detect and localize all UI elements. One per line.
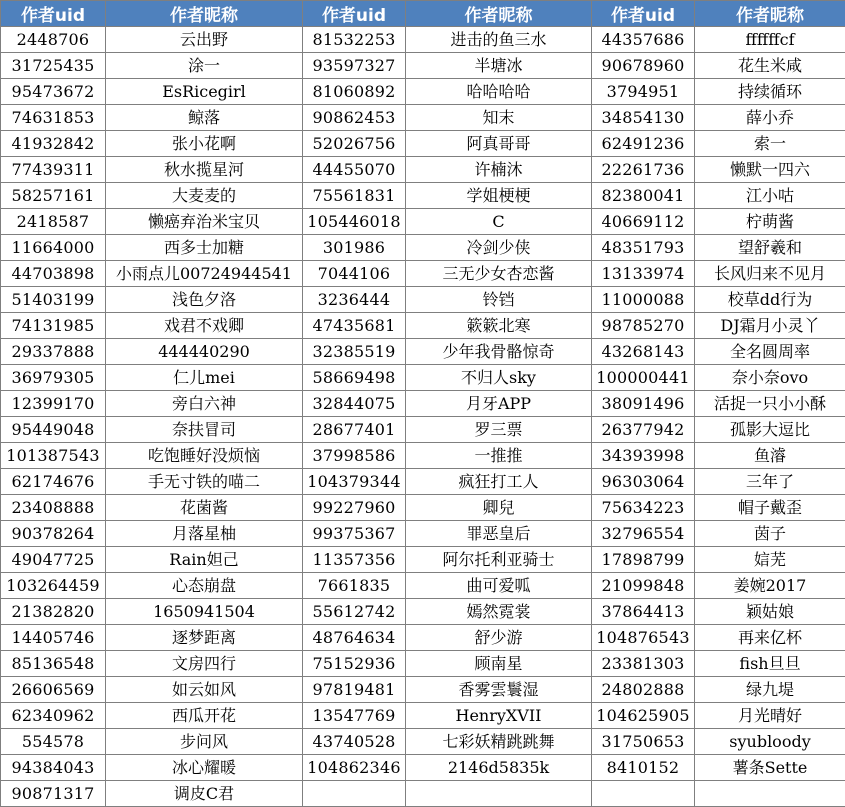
author-uid-cell: 36979305	[1, 365, 106, 391]
author-nickname-cell: 文房四行	[106, 651, 303, 677]
author-uid-cell: 58257161	[1, 183, 106, 209]
author-uid-cell: 104876543	[592, 625, 695, 651]
author-uid-cell: 29337888	[1, 339, 106, 365]
author-uid-cell: 90678960	[592, 53, 695, 79]
author-uid-cell: 77439311	[1, 157, 106, 183]
table-row	[1, 79, 845, 105]
author-nickname-cell: 长风归来不见月	[695, 261, 845, 287]
author-uid-cell: 81532253	[303, 27, 406, 53]
author-uid-cell: 34393998	[592, 443, 695, 469]
author-uid-cell: 75152936	[303, 651, 406, 677]
table-row	[1, 131, 845, 157]
author-uid-cell: 48351793	[592, 235, 695, 261]
table-row	[1, 469, 845, 495]
author-nickname-cell: HenryXVII	[406, 703, 592, 729]
author-nickname-cell: C	[406, 209, 592, 235]
header-author-nickname: 作者昵称	[695, 1, 845, 27]
table-row	[1, 677, 845, 703]
author-uid-cell: 31750653	[592, 729, 695, 755]
table-row	[1, 365, 845, 391]
author-nickname-cell: 444440290	[106, 339, 303, 365]
author-nickname-cell: 月落星柚	[106, 521, 303, 547]
table-body	[1, 27, 845, 807]
author-nickname-cell: 手无寸铁的喵二	[106, 469, 303, 495]
author-nickname-cell: 望舒羲和	[695, 235, 845, 261]
author-uid-cell: 81060892	[303, 79, 406, 105]
author-nickname-cell: 疯狂打工人	[406, 469, 592, 495]
author-nickname-cell: 如云如风	[106, 677, 303, 703]
author-nickname-cell: 知末	[406, 105, 592, 131]
author-nickname-cell: 三年了	[695, 469, 845, 495]
table-row	[1, 417, 845, 443]
author-nickname-cell: 西瓜开花	[106, 703, 303, 729]
author-nickname-cell: 秋水揽星河	[106, 157, 303, 183]
author-uid-cell: 23408888	[1, 495, 106, 521]
author-uid-cell: 93597327	[303, 53, 406, 79]
table-row	[1, 235, 845, 261]
author-nickname-cell: 大麦麦的	[106, 183, 303, 209]
author-nickname-cell: 索一	[695, 131, 845, 157]
author-nickname-cell: 卿兒	[406, 495, 592, 521]
header-author-uid: 作者uid	[303, 1, 406, 27]
author-nickname-cell: 半塘冰	[406, 53, 592, 79]
author-uid-cell: 41932842	[1, 131, 106, 157]
table-row	[1, 339, 845, 365]
author-uid-cell: 26606569	[1, 677, 106, 703]
author-nickname-cell: 阿真哥哥	[406, 131, 592, 157]
author-nickname-cell: 奈扶冒司	[106, 417, 303, 443]
author-nickname-cell: 1650941504	[106, 599, 303, 625]
author-nickname-cell: 花菌酱	[106, 495, 303, 521]
author-nickname-cell: 进击的鱼三水	[406, 27, 592, 53]
author-nickname-cell: 茵子	[695, 521, 845, 547]
author-nickname-cell: 姜婉2017	[695, 573, 845, 599]
author-uid-cell: 90862453	[303, 105, 406, 131]
author-uid-cell: 44357686	[592, 27, 695, 53]
author-nickname-cell: 仁儿mei	[106, 365, 303, 391]
author-nickname-cell: 少年我骨骼惊奇	[406, 339, 592, 365]
author-nickname-cell: 学姐梗梗	[406, 183, 592, 209]
author-uid-cell: 554578	[1, 729, 106, 755]
author-uid-cell: 62174676	[1, 469, 106, 495]
author-nickname-cell: 阿尔托利亚骑士	[406, 547, 592, 573]
author-nickname-cell: 簌簌北寒	[406, 313, 592, 339]
author-uid-cell: 52026756	[303, 131, 406, 157]
author-uid-cell: 21382820	[1, 599, 106, 625]
author-nickname-cell	[406, 781, 592, 807]
author-uid-cell: 7044106	[303, 261, 406, 287]
author-uid-cell: 40669112	[592, 209, 695, 235]
table-row	[1, 261, 845, 287]
author-nickname-cell: ffffffcf	[695, 27, 845, 53]
author-nickname-cell: 曲可爱呱	[406, 573, 592, 599]
author-nickname-cell: 戏君不戏卿	[106, 313, 303, 339]
author-uid-cell: 37998586	[303, 443, 406, 469]
author-nickname-cell: 奈小奈ovo	[695, 365, 845, 391]
author-uid-cell: 105446018	[303, 209, 406, 235]
author-nickname-cell: 冰心耀暖	[106, 755, 303, 781]
header-author-nickname: 作者昵称	[106, 1, 303, 27]
author-nickname-cell: 全名圆周率	[695, 339, 845, 365]
table-row	[1, 209, 845, 235]
author-nickname-cell: 江小咕	[695, 183, 845, 209]
author-uid-cell: 51403199	[1, 287, 106, 313]
author-uid-cell: 104862346	[303, 755, 406, 781]
author-uid-cell: 94384043	[1, 755, 106, 781]
author-uid-cell: 12399170	[1, 391, 106, 417]
author-uid-cell: 62491236	[592, 131, 695, 157]
author-uid-cell: 104625905	[592, 703, 695, 729]
author-nickname-cell: 罪恶皇后	[406, 521, 592, 547]
author-uid-cell	[592, 781, 695, 807]
author-nickname-cell: 娮芜	[695, 547, 845, 573]
author-uid-cell: 85136548	[1, 651, 106, 677]
author-uid-cell: 49047725	[1, 547, 106, 573]
author-nickname-cell: 七彩妖精跳跳舞	[406, 729, 592, 755]
author-nickname-cell: 一推推	[406, 443, 592, 469]
table-row	[1, 781, 845, 807]
author-uid-cell: 44455070	[303, 157, 406, 183]
author-uid-cell: 11664000	[1, 235, 106, 261]
author-uid-cell: 99227960	[303, 495, 406, 521]
author-uid-cell: 13547769	[303, 703, 406, 729]
author-nickname-cell: EsRicegirl	[106, 79, 303, 105]
author-uid-cell: 90871317	[1, 781, 106, 807]
author-nickname-cell: 持续循环	[695, 79, 845, 105]
table-row	[1, 703, 845, 729]
author-nickname-cell: 西多士加糖	[106, 235, 303, 261]
table-row	[1, 313, 845, 339]
author-nickname-cell: 懒癌弃治米宝贝	[106, 209, 303, 235]
author-nickname-cell: 薯条Sette	[695, 755, 845, 781]
author-nickname-cell: 香雾雲鬟湿	[406, 677, 592, 703]
author-nickname-cell: 薛小乔	[695, 105, 845, 131]
table-row	[1, 729, 845, 755]
author-nickname-cell	[695, 781, 845, 807]
author-uid-cell: 96303064	[592, 469, 695, 495]
author-nickname-cell: 再来亿杯	[695, 625, 845, 651]
author-nickname-cell: 活捉一只小小酥	[695, 391, 845, 417]
author-nickname-cell: 云出野	[106, 27, 303, 53]
author-uid-cell: 11000088	[592, 287, 695, 313]
author-nickname-cell: 三无少女杏恋酱	[406, 261, 592, 287]
author-uid-cell: 44703898	[1, 261, 106, 287]
author-uid-cell: 14405746	[1, 625, 106, 651]
author-uid-cell: 103264459	[1, 573, 106, 599]
author-nickname-cell: fish旦旦	[695, 651, 845, 677]
table-row	[1, 547, 845, 573]
header-row	[1, 1, 845, 27]
author-uid-cell: 47435681	[303, 313, 406, 339]
table-row	[1, 157, 845, 183]
table-row	[1, 599, 845, 625]
author-uid-cell: 38091496	[592, 391, 695, 417]
author-nickname-cell: 鲸落	[106, 105, 303, 131]
table-row	[1, 443, 845, 469]
author-uid-cell: 32844075	[303, 391, 406, 417]
author-uid-cell: 3794951	[592, 79, 695, 105]
author-uid-cell	[303, 781, 406, 807]
table-row	[1, 105, 845, 131]
author-uid-cell: 31725435	[1, 53, 106, 79]
author-uid-cell: 98785270	[592, 313, 695, 339]
author-uid-cell: 58669498	[303, 365, 406, 391]
table-row	[1, 625, 845, 651]
author-nickname-cell: 嫣然霓裳	[406, 599, 592, 625]
author-nickname-cell: 校草dd行为	[695, 287, 845, 313]
table-row	[1, 391, 845, 417]
author-uid-cell: 2418587	[1, 209, 106, 235]
author-nickname-cell: syubloody	[695, 729, 845, 755]
table-row	[1, 183, 845, 209]
table-row	[1, 521, 845, 547]
author-nickname-cell: 哈哈哈哈	[406, 79, 592, 105]
header-author-nickname: 作者昵称	[406, 1, 592, 27]
author-nickname-cell: 帽子戴歪	[695, 495, 845, 521]
table-row	[1, 495, 845, 521]
author-nickname-cell: 月光晴好	[695, 703, 845, 729]
author-nickname-cell: 心态崩盘	[106, 573, 303, 599]
author-uid-cell: 37864413	[592, 599, 695, 625]
author-uid-cell: 32385519	[303, 339, 406, 365]
author-nickname-cell: 懒默一四六	[695, 157, 845, 183]
author-uid-cell: 8410152	[592, 755, 695, 781]
author-uid-cell: 32796554	[592, 521, 695, 547]
author-nickname-cell: 吃饱睡好没烦恼	[106, 443, 303, 469]
author-nickname-cell: 罗三票	[406, 417, 592, 443]
author-uid-cell: 23381303	[592, 651, 695, 677]
author-nickname-cell: 鱼濬	[695, 443, 845, 469]
author-uid-cell: 62340962	[1, 703, 106, 729]
author-uid-cell: 2448706	[1, 27, 106, 53]
table-row	[1, 651, 845, 677]
author-nickname-cell: 绿九堤	[695, 677, 845, 703]
author-uid-cell: 90378264	[1, 521, 106, 547]
table-row	[1, 53, 845, 79]
author-uid-cell: 97819481	[303, 677, 406, 703]
author-nickname-cell: 涂一	[106, 53, 303, 79]
author-nickname-cell: 浅色夕洛	[106, 287, 303, 313]
author-uid-cell: 34854130	[592, 105, 695, 131]
author-nickname-cell: 不归人sky	[406, 365, 592, 391]
author-uid-cell: 13133974	[592, 261, 695, 287]
author-uid-cell: 95449048	[1, 417, 106, 443]
author-uid-cell: 17898799	[592, 547, 695, 573]
author-uid-cell: 7661835	[303, 573, 406, 599]
author-uid-cell: 104379344	[303, 469, 406, 495]
author-uid-cell: 28677401	[303, 417, 406, 443]
author-nickname-cell: 顾南星	[406, 651, 592, 677]
author-uid-cell: 22261736	[592, 157, 695, 183]
author-nickname-cell: 铃铛	[406, 287, 592, 313]
author-nickname-cell: 颖姑娘	[695, 599, 845, 625]
author-nickname-cell: 舒少游	[406, 625, 592, 651]
author-uid-cell: 48764634	[303, 625, 406, 651]
author-uid-cell: 100000441	[592, 365, 695, 391]
author-nickname-cell: 调皮C君	[106, 781, 303, 807]
author-nickname-cell: 步问风	[106, 729, 303, 755]
author-nickname-cell: 旁白六神	[106, 391, 303, 417]
author-uid-cell: 101387543	[1, 443, 106, 469]
author-uid-cell: 21099848	[592, 573, 695, 599]
author-uid-cell: 82380041	[592, 183, 695, 209]
author-uid-cell: 74631853	[1, 105, 106, 131]
author-uid-cell: 99375367	[303, 521, 406, 547]
author-uid-cell: 24802888	[592, 677, 695, 703]
author-uid-cell: 74131985	[1, 313, 106, 339]
author-uid-cell: 95473672	[1, 79, 106, 105]
header-author-uid: 作者uid	[1, 1, 106, 27]
author-uid-cell: 55612742	[303, 599, 406, 625]
author-uid-cell: 11357356	[303, 547, 406, 573]
author-nickname-cell: 张小花啊	[106, 131, 303, 157]
author-uid-cell: 26377942	[592, 417, 695, 443]
author-nickname-cell: 小雨点儿00724944541	[106, 261, 303, 287]
author-nickname-cell: 2146d5835k	[406, 755, 592, 781]
author-uid-cell: 43268143	[592, 339, 695, 365]
table-row	[1, 287, 845, 313]
table-row	[1, 27, 845, 53]
author-uid-cell: 301986	[303, 235, 406, 261]
author-nickname-cell: Rain妲己	[106, 547, 303, 573]
table-row	[1, 755, 845, 781]
table-row	[1, 573, 845, 599]
author-uid-cell: 75634223	[592, 495, 695, 521]
author-nickname-cell: 逐梦距离	[106, 625, 303, 651]
author-nickname-cell: 花生米咸	[695, 53, 845, 79]
header-author-uid: 作者uid	[592, 1, 695, 27]
author-nickname-cell: 孤影大逗比	[695, 417, 845, 443]
author-nickname-cell: DJ霜月小灵丫	[695, 313, 845, 339]
author-uid-cell: 75561831	[303, 183, 406, 209]
author-uid-cell: 43740528	[303, 729, 406, 755]
author-nickname-cell: 月牙APP	[406, 391, 592, 417]
author-nickname-cell: 许楠沐	[406, 157, 592, 183]
author-nickname-cell: 柠萌酱	[695, 209, 845, 235]
author-uid-cell: 3236444	[303, 287, 406, 313]
author-nickname-cell: 冷剑少侠	[406, 235, 592, 261]
